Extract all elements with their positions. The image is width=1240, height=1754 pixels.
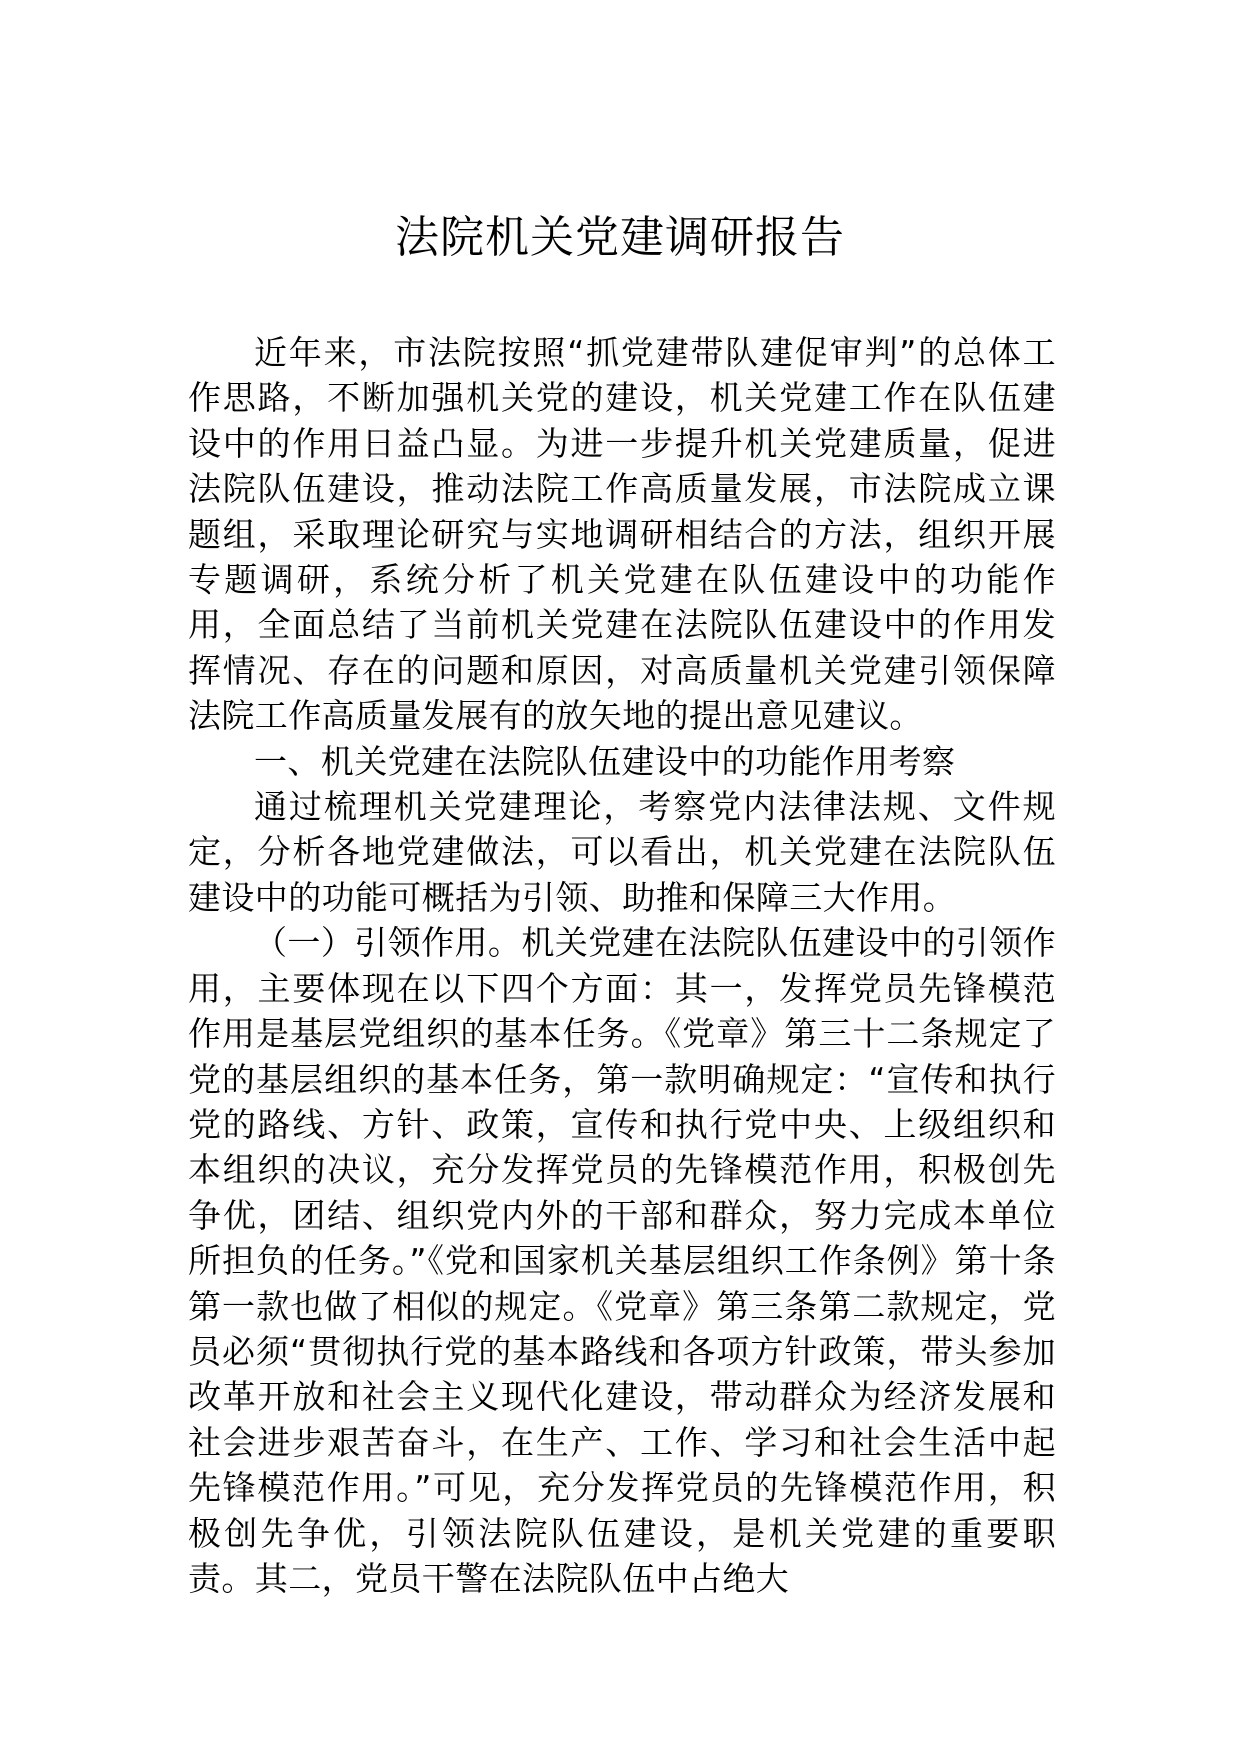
section-heading: 一、机关党建在法院队伍建设中的功能作用考察 bbox=[254, 741, 956, 781]
document-title: 法院机关党建调研报告 bbox=[395, 212, 845, 263]
section-paragraph: 通过梳理机关党建理论，考察党内法律法规、文件规定，分析各地党建做法，可以看出，机关党建在法院队伍建设中的功能可概括为引领、助推和保障三大作用。 bbox=[188, 787, 1056, 917]
intro-paragraph: 近年来，市法院按照“抓党建带队建促审判”的总体工作思路，不断加强机关党的建设，机关党建工作在队伍建设中的作用日益凸显。为进一步提升机关党建质量，促进法院队伍建设，推动法院工作高质量发展，市法院成立课题组，采取理论研究与实地调研相结合的方法，组织开展专题调研，系统分析了机关党建在队伍建设中的功能作用，全面总结了当前机关党建在法院队伍建设中的作用发挥情况、存在的问题和原因，对高质量机关党建引领保障法院工作高质量发展有的放矢地的提出意见建议。 bbox=[188, 333, 1056, 736]
document-body bbox=[188, 330, 1056, 1601]
subsection-paragraph: （一）引领作用。机关党建在法院队伍建设中的引领作用，主要体现在以下四个方面：其一，发挥党员先锋模范作用是基层党组织的基本任务。《党章》第三十二条规定了党的基层组织的基本任务，第一款明确规定：“宣传和执行党的路线、方针、政策，宣传和执行党中央、上级组织和本组织的决议，充分发挥党员的先锋模范作用，积极创先争优，团结、组织党内外的干部和群众，努力完成本单位所担负的任务。”《党和国家机关基层组织工作条例》第十条第一款也做了相似的规定。《党章》第三条第二款规定，党员必须“贯彻执行党的基本路线和各项方针政策，带头参加改革开放和社会主义现代化建设，带动群众为经济发展和社会进步艰苦奋斗，在生产、工作、学习和社会生活中起先锋模范作用。”可见，充分发挥党员的先锋模范作用，积极创先争优，引领法院队伍建设，是机关党建的重要职责。其二，党员干警在法院队伍中占绝大 bbox=[188, 923, 1056, 1598]
